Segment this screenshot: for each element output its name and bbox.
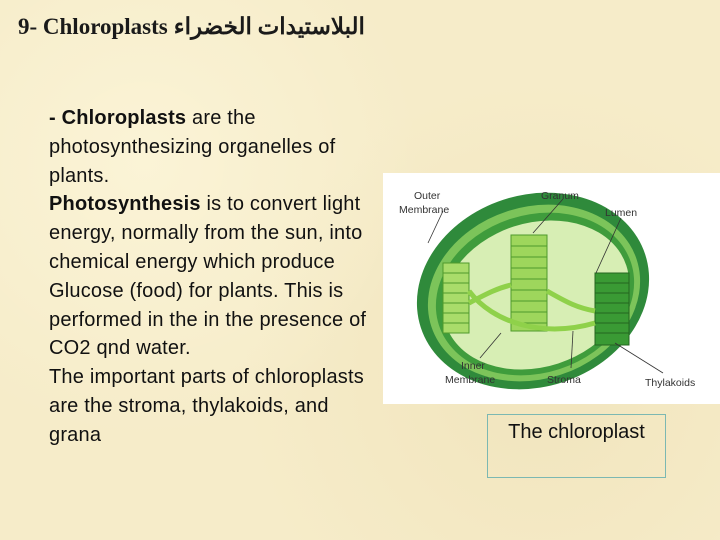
bold-term-photosynthesis: Photosynthesis	[49, 193, 201, 216]
title-arabic: البلاستيدات الخضراء	[173, 14, 365, 39]
label-lumen: Lumen	[605, 207, 638, 219]
label-stroma: Stroma	[547, 374, 581, 386]
label-granum: Granum	[541, 190, 579, 202]
chloroplasts-definition: are the photosynthesizing organelles of plants.	[49, 107, 336, 187]
label-thylakoids: Thylakoids	[645, 377, 696, 389]
label-outer-membrane: Membrane	[399, 204, 450, 216]
figure-caption: The chloroplast	[508, 421, 645, 443]
bold-term-chloroplasts: - Chloroplasts	[49, 107, 187, 129]
caption-box	[487, 414, 666, 478]
label-outer: Outer	[414, 190, 441, 202]
granum-stack-center	[511, 235, 547, 331]
chloroplast-illustration	[383, 173, 720, 404]
granum-stack-right	[595, 273, 629, 345]
granum-stack-left	[443, 263, 469, 333]
paragraph-chloroplasts	[49, 104, 379, 190]
title-english: 9- Chloroplasts	[18, 14, 168, 39]
label-inner: Inner	[461, 360, 485, 372]
photosynthesis-definition: is to convert light energy, normally from the sun, into chemical energy which produce Glucose (food) for plants. This is performed in the in the presence of CO2 qnd water.	[49, 193, 367, 360]
paragraph-parts: The important parts of chloroplasts are the stroma, thylakoids, and grana	[49, 366, 364, 446]
paragraph-photosynthesis	[49, 190, 379, 363]
slide-title	[18, 14, 718, 40]
label-inner-membrane: Membrane	[445, 374, 496, 386]
body-text	[49, 104, 379, 450]
chloroplast-diagram	[383, 173, 720, 404]
